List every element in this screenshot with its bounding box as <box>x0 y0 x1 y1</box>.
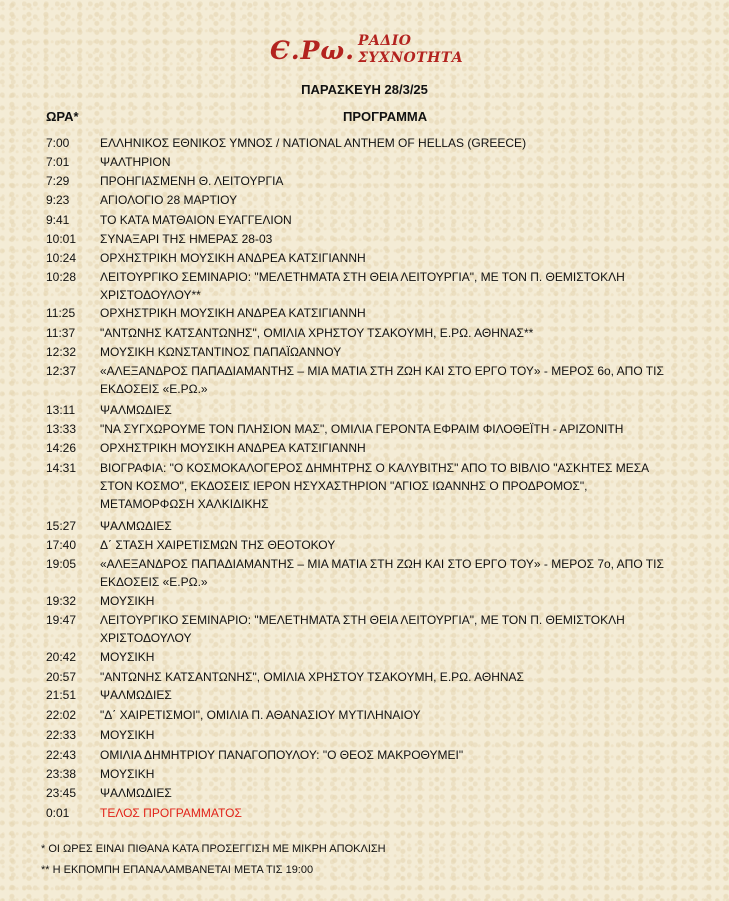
schedule-program: ΜΟΥΣΙΚΗ <box>100 767 155 781</box>
schedule-program: ΨΑΛΜΩΔΙΕΣ <box>100 786 172 800</box>
schedule-program: ΟΡΧΗΣΤΡΙΚΗ ΜΟΥΣΙΚΗ ΑΝΔΡΕΑ ΚΑΤΣΙΓΙΑΝΝΗ <box>100 251 366 265</box>
schedule-program: «ΑΛΕΞΑΝΔΡΟΣ ΠΑΠΑΔΙΑΜΑΝΤΗΣ – ΜΙΑ ΜΑΤΙΑ ΣΤΗ ΖΩΗ ΚΑΙ ΣΤΟ ΕΡΓΟ ΤΟΥ» - ΜΕΡΟΣ 6ο, ΑΠΟ ΤΙΣ ΕΚΔΟΣΕΙΣ «Ε.ΡΩ.» <box>100 364 664 396</box>
schedule-program: ΛΕΙΤΟΥΡΓΙΚΟ ΣΕΜΙΝΑΡΙΟ: "ΜΕΛΕΤΗΜΑΤΑ ΣΤΗ ΘΕΙΑ ΛΕΙΤΟΥΡΓΙΑ", ΜΕ ΤΟΝ Π. ΘΕΜΙΣΤΟΚΛΗ ΧΡΙΣΤΟΔΟΥΛΟΥ <box>100 613 625 645</box>
schedule-time: 10:28 <box>46 270 77 284</box>
schedule-time: 10:01 <box>46 232 77 246</box>
schedule-time: 12:32 <box>46 345 77 359</box>
schedule-program: ΨΑΛΜΩΔΙΕΣ <box>100 688 172 702</box>
schedule-time: 9:41 <box>46 213 70 227</box>
logo-subtitle-line1: ΡΑΔΙΟ <box>358 33 412 49</box>
schedule-time: 15:27 <box>46 519 77 533</box>
logo-name: Є.Ρω. <box>270 36 355 65</box>
schedule-time: 11:25 <box>46 306 76 320</box>
schedule-time: 14:26 <box>46 441 77 455</box>
schedule-time: 22:33 <box>46 728 77 742</box>
schedule-time: 23:45 <box>46 786 77 800</box>
program-column-header: ΠΡΟΓΡΑΜΜΑ <box>343 109 428 124</box>
schedule-program: ΛΕΙΤΟΥΡΓΙΚΟ ΣΕΜΙΝΑΡΙΟ: "ΜΕΛΕΤΗΜΑΤΑ ΣΤΗ ΘΕΙΑ ΛΕΙΤΟΥΡΓΙΑ", ΜΕ ΤΟΝ Π. ΘΕΜΙΣΤΟΚΛΗ ΧΡΙΣΤΟΔΟΥΛΟΥ** <box>100 270 625 302</box>
schedule-program: "ΝΑ ΣΥΓΧΩΡΟΥΜΕ ΤΟΝ ΠΛΗΣΙΟΝ ΜΑΣ", ΟΜΙΛΙΑ ΓΕΡΟΝΤΑ ΕΦΡΑΙΜ ΦΙΛΟΘΕΪΤΗ - ΑΡΙΖΟΝΙΤΗ <box>100 422 624 436</box>
schedule-time: 13:33 <box>46 422 77 436</box>
schedule-program: ΨΑΛΜΩΔΙΕΣ <box>100 519 172 533</box>
footnote-2: ** Η ΕΚΠΟΜΠΗ ΕΠΑΝΑΛΑΜΒΑΝΕΤΑΙ ΜΕΤΑ ΤΙΣ 19:00 <box>41 864 314 876</box>
schedule-date: ΠΑΡΑΣΚΕΥΗ 28/3/25 <box>301 82 428 97</box>
schedule-program: ΒΙΟΓΡΑΦΙΑ: "Ο ΚΟΣΜΟΚΑΛΟΓΕΡΟΣ ΔΗΜΗΤΡΗΣ Ο ΚΑΛΥΒΙΤΗΣ" ΑΠΟ ΤΟ ΒΙΒΛΙΟ "ΑΣΚΗΤΕΣ ΜΕΣΑ ΣΤΟΝ ΚΟΣΜΟ", ΕΚΔΟΣΕΙΣ ΙΕΡΟΝ ΗΣΥΧΑΣΤΗΡΙΟΝ "ΑΓΙΟΣ ΙΩΑΝΝΗΣ Ο ΠΡΟΔΡΟΜΟΣ", ΜΕΤΑΜΟΡΦΩΣΗ ΧΑΛΚΙΔΙΚΗΣ <box>100 461 649 511</box>
schedule-time: 9:23 <box>46 193 70 207</box>
schedule-program: ΤΕΛΟΣ ΠΡΟΓΡΑΜΜΑΤΟΣ <box>100 806 242 820</box>
schedule-program: ΑΓΙΟΛΟΓΙΟ 28 ΜΑΡΤΙΟΥ <box>100 193 238 207</box>
schedule-program: «ΑΛΕΞΑΝΔΡΟΣ ΠΑΠΑΔΙΑΜΑΝΤΗΣ – ΜΙΑ ΜΑΤΙΑ ΣΤΗ ΖΩΗ ΚΑΙ ΣΤΟ ΕΡΓΟ ΤΟΥ» - ΜΕΡΟΣ 7ο, ΑΠΟ ΤΙΣ ΕΚΔΟΣΕΙΣ «Ε.ΡΩ.» <box>100 557 664 589</box>
schedule-time: 19:47 <box>46 613 77 627</box>
schedule-time: 0:01 <box>46 806 70 820</box>
schedule-time: 23:38 <box>46 767 77 781</box>
schedule-program: ΜΟΥΣΙΚΗ <box>100 594 155 608</box>
schedule-time: 19:32 <box>46 594 77 608</box>
schedule-program: ΨΑΛΤΗΡΙΟΝ <box>100 155 171 169</box>
schedule-time: 12:37 <box>46 364 77 378</box>
schedule-program: "ΑΝΤΩΝΗΣ ΚΑΤΣΑΝΤΩΝΗΣ", ΟΜΙΛΙΑ ΧΡΗΣΤΟΥ ΤΣΑΚΟΥΜΗ, Ε.ΡΩ. ΑΘΗΝΑΣ** <box>100 326 534 340</box>
schedule-program: ΨΑΛΜΩΔΙΕΣ <box>100 403 172 417</box>
schedule-program: ΣΥΝΑΞΑΡΙ ΤΗΣ ΗΜΕΡΑΣ 28-03 <box>100 232 273 246</box>
schedule-time: 11:37 <box>46 326 76 340</box>
footnote-1: * ΟΙ ΩΡΕΣ ΕΙΝΑΙ ΠΙΘΑΝΑ ΚΑΤΑ ΠΡΟΣΕΓΓΙΣΗ ΜΕ ΜΙΚΡΗ ΑΠΟΚΛΙΣΗ <box>41 843 386 855</box>
schedule-program: "Δ΄ ΧΑΙΡΕΤΙΣΜΟΙ", ΟΜΙΛΙΑ Π. ΑΘΑΝΑΣΙΟΥ ΜΥΤΙΛΗΝΑΙΟΥ <box>100 708 421 722</box>
schedule-time: 20:57 <box>46 670 77 684</box>
schedule-program: ΜΟΥΣΙΚΗ <box>100 650 155 664</box>
schedule-time: 7:01 <box>46 155 70 169</box>
schedule-program: ΜΟΥΣΙΚΗ <box>100 728 155 742</box>
schedule-time: 21:51 <box>46 688 77 702</box>
schedule-program: ΤΟ ΚΑΤΑ ΜΑΤΘΑΙΟΝ ΕΥΑΓΓΕΛΙΟΝ <box>100 213 292 227</box>
schedule-time: 14:31 <box>46 461 77 475</box>
schedule-program: ΟΡΧΗΣΤΡΙΚΗ ΜΟΥΣΙΚΗ ΑΝΔΡΕΑ ΚΑΤΣΙΓΙΑΝΝΗ <box>100 306 366 320</box>
schedule-program: Δ΄ ΣΤΑΣΗ ΧΑΙΡΕΤΙΣΜΩΝ ΤΗΣ ΘΕΟΤΟΚΟΥ <box>100 538 336 552</box>
schedule-time: 10:24 <box>46 251 77 265</box>
schedule-time: 20:42 <box>46 650 77 664</box>
schedule-time: 7:29 <box>46 174 70 188</box>
schedule-program: ΠΡΟΗΓΙΑΣΜΕΝΗ Θ. ΛΕΙΤΟΥΡΓΙΑ <box>100 174 284 188</box>
schedule-time: 17:40 <box>46 538 77 552</box>
schedule-program: "ΑΝΤΩΝΗΣ ΚΑΤΣΑΝΤΩΝΗΣ", ΟΜΙΛΙΑ ΧΡΗΣΤΟΥ ΤΣΑΚΟΥΜΗ, Ε.ΡΩ. ΑΘΗΝΑΣ <box>100 670 524 684</box>
schedule-time: 7:00 <box>46 136 70 150</box>
time-column-header: ΩΡΑ* <box>46 109 79 124</box>
schedule-program: ΟΜΙΛΙΑ ΔΗΜΗΤΡΙΟΥ ΠΑΝΑΓΟΠΟΥΛΟΥ: "Ο ΘΕΟΣ ΜΑΚΡΟΘΥΜΕΙ" <box>100 748 464 762</box>
schedule-program: ΟΡΧΗΣΤΡΙΚΗ ΜΟΥΣΙΚΗ ΑΝΔΡΕΑ ΚΑΤΣΙΓΙΑΝΝΗ <box>100 441 366 455</box>
logo-subtitle-line2: ΣΥΧΝΟΤΗΤΑ <box>358 50 464 66</box>
schedule-time: 22:02 <box>46 708 77 722</box>
logo-subtitle <box>358 33 463 67</box>
schedule-program: ΕΛΛΗΝΙΚΟΣ ΕΘΝΙΚΟΣ ΥΜΝΟΣ / NATIONAL ANTHEM OF HELLAS (GREECE) <box>100 136 527 150</box>
schedule-time: 22:43 <box>46 748 77 762</box>
schedule-time: 13:11 <box>46 403 76 417</box>
schedule-time: 19:05 <box>46 557 77 571</box>
schedule-program: ΜΟΥΣΙΚΗ ΚΩΝΣΤΑΝΤΙΝΟΣ ΠΑΠΑΪΩΑΝΝΟΥ <box>100 345 342 359</box>
